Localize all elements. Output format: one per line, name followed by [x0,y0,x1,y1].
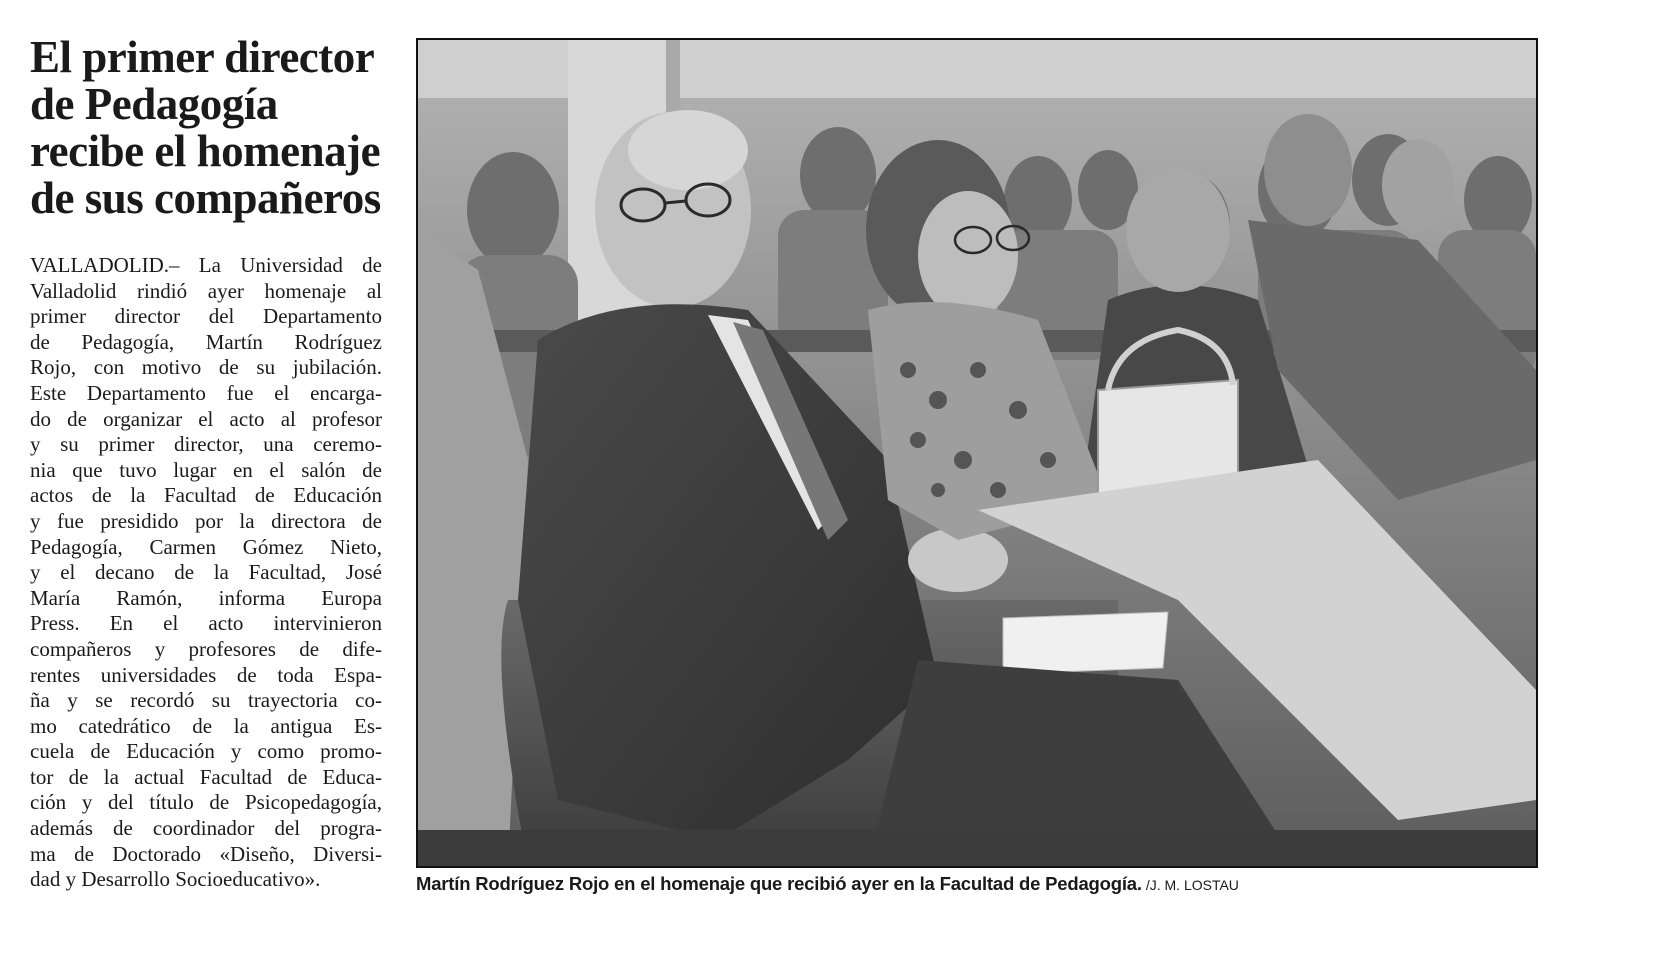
body-line: Rojo, con motivo de su jubilación. [30,355,382,380]
photo-illustration [418,40,1536,866]
body-line: mo catedrático de la antigua Es- [30,713,382,738]
body-line: y su primer director, una ceremo- [30,432,382,457]
body-line: de Pedagogía, Martín Rodríguez [30,329,382,354]
article-body [30,253,382,893]
body-line: Pedagogía, Carmen Gómez Nieto, [30,534,382,559]
body-line: primer director del Departamento [30,304,382,329]
headline-line: recibe el homenaje [30,126,381,176]
body-line: rentes universidades de toda Espa- [30,662,382,687]
body-line: VALLADOLID.– La Universidad de [30,253,382,277]
body-line: y el decano de la Facultad, José [30,560,382,585]
body-line: nia que tuvo lugar en el salón de [30,457,382,482]
body-line: compañeros y profesores de dife- [30,636,382,661]
headline-line: de Pedagogía [30,79,278,129]
body-line: y fue presidido por la directora de [30,508,382,533]
body-line: ma de Doctorado «Diseño, Diversi- [30,841,382,866]
body-line: Este Departamento fue el encarga- [30,380,382,405]
photo-caption [416,873,1556,895]
news-photo [416,38,1538,868]
caption-text: Martín Rodríguez Rojo en el homenaje que recibió ayer en la Facultad de Pedagogía. [416,873,1142,894]
body-line: tor de la actual Facultad de Educa- [30,764,382,789]
body-line: ción y del título de Psicopedagogía, [30,790,382,815]
body-line: actos de la Facultad de Educación [30,483,382,508]
body-line: ña y se recordó su trayectoria co- [30,688,382,713]
headline-line: El primer director [30,32,375,82]
headline [30,34,402,222]
body-line: además de coordinador del progra- [30,816,382,841]
body-line: dad y Desarrollo Socioeducativo». [30,867,321,892]
body-line: do de organizar el acto al profesor [30,406,382,431]
body-line: Valladolid rindió ayer homenaje al [30,278,382,303]
body-line: Press. En el acto intervinieron [30,611,382,636]
headline-line: de sus compañeros [30,173,381,223]
body-line: cuela de Educación y como promo- [30,739,382,764]
body-line: María Ramón, informa Europa [30,585,382,610]
photo-credit: /J. M. LOSTAU [1145,877,1239,893]
